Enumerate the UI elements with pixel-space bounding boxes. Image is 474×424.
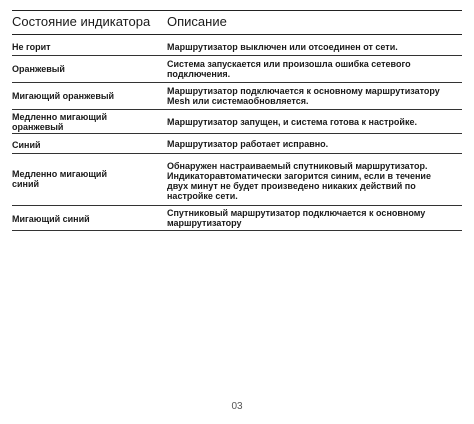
page-number: 03 (231, 401, 243, 412)
description-line: Система запускается или произошла ошибка сетевого (167, 59, 411, 69)
description-line: подключения. (167, 69, 231, 79)
row-description (167, 139, 467, 149)
table-row (12, 154, 462, 206)
table-body (12, 35, 462, 231)
description-line: Обнаружен настраиваемый спутниковый маршрутизатор. (167, 161, 428, 171)
row-state (12, 112, 152, 132)
description-line: Индикаторавтоматически загорится синим, если в течение (167, 171, 431, 181)
table-row (12, 206, 462, 231)
row-description (167, 42, 467, 52)
description-line: Спутниковый маршрутизатор подключается к основному (167, 208, 426, 218)
state-line: Оранжевый (12, 64, 65, 74)
description-line: настройке сети. (167, 191, 238, 201)
state-line: Мигающий синий (12, 214, 90, 224)
state-line: Медленно мигающий (12, 112, 107, 122)
row-description (167, 59, 467, 79)
state-line: Не горит (12, 42, 51, 52)
description-line: Mesh или системаобновляется. (167, 96, 309, 106)
top-rule (12, 10, 462, 11)
row-state (12, 140, 152, 150)
row-state (12, 91, 152, 101)
description-line: Маршрутизатор выключен или отсоединен от сети. (167, 42, 398, 52)
description-line: маршрутизатору (167, 218, 242, 228)
row-description (167, 86, 467, 106)
state-line: синий (12, 179, 40, 189)
table-row (12, 134, 462, 154)
row-state (12, 64, 152, 74)
row-state (12, 214, 152, 224)
header-state: Состояние индикатора (12, 14, 151, 29)
state-line: Мигающий оранжевый (12, 91, 115, 101)
table-row (12, 110, 462, 134)
state-line: Медленно мигающий (12, 169, 107, 179)
header-description: Описание (167, 14, 227, 29)
row-state (12, 42, 152, 52)
state-line: Синий (12, 140, 41, 150)
row-description (167, 208, 467, 228)
row-state (12, 169, 152, 189)
table-row (12, 83, 462, 110)
description-line: Маршрутизатор запущен, и система готова к настройке. (167, 117, 417, 127)
row-description (167, 117, 467, 127)
state-line: оранжевый (12, 122, 64, 132)
description-line: Маршрутизатор подключается к основному маршрутизатору (167, 86, 440, 96)
table-header (12, 14, 462, 32)
description-line: двух минут не будет произведено никаких действий по (167, 181, 416, 191)
table-row (12, 35, 462, 56)
table-row (12, 56, 462, 83)
row-description (167, 161, 467, 201)
description-line: Маршрутизатор работает исправно. (167, 139, 329, 149)
